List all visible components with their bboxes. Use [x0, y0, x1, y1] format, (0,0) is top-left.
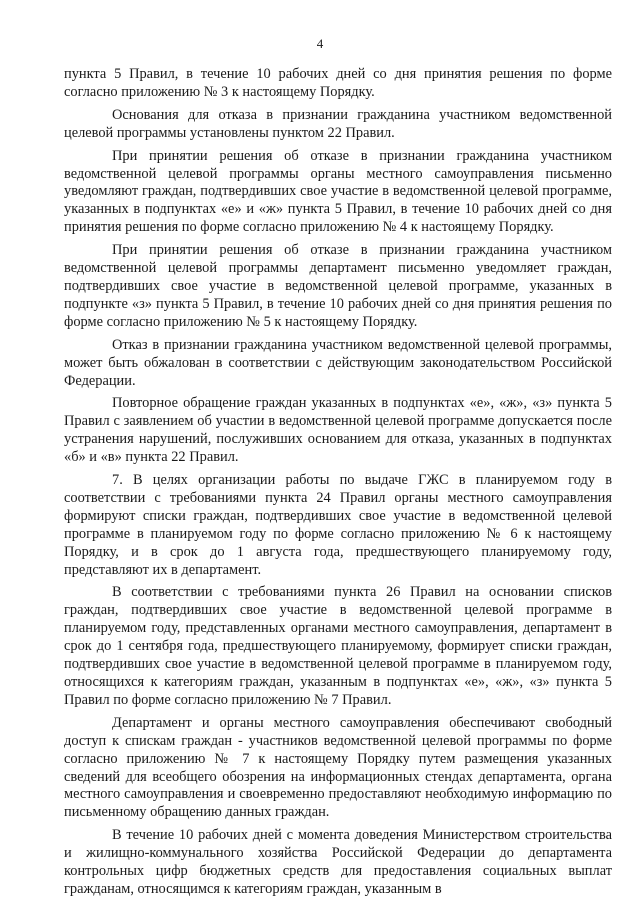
- paragraph-4: При принятии решения об отказе в признании гражданина участником ведомственной целевой программы департамент письменно уведомляет граждан, подтвердивших свое участие в ведомственной целевой программе, указанных в подпункте «з» пункта 5 Правил, в течение 10 рабочих дней со дня принятия решения по форме согласно приложению № 5 к настоящему Порядку.: [64, 242, 612, 330]
- paragraph-5: Отказ в признании гражданина участником ведомственной целевой программы, может быть обжалован в соответствии с действующим законодательством Российской Федерации.: [64, 336, 612, 389]
- page-number: 4: [316, 36, 324, 51]
- paragraph-3: При принятии решения об отказе в признании гражданина участником ведомственной целевой программы органы местного самоуправления письменно уведомляют граждан, подтвердивших свое участие в ведомственной целевой программе, указанных в подпунктах «е» и «ж» пункта 5 Правил, в течение 10 рабочих дней со дня принятия решения по форме согласно приложению № 4 к настоящему Порядку.: [64, 147, 612, 236]
- document-body: [64, 66, 612, 904]
- paragraph-10: В течение 10 рабочих дней с момента доведения Министерством строительства и жилищно-коммунального хозяйства Российской Федерации до департамента контрольных цифр бюджетных средств для предоставления социальных выплат гражданам, относящимся к категориям граждан, указанным в: [64, 827, 612, 897]
- paragraph-8: В соответствии с требованиями пункта 26 Правил на основании списков граждан, подтвердивших свое участие в ведомственной целевой программе в планируемом году, представленных органами местного самоуправления, департамент в срок до 1 сентября года, предшествующего планируемому, формирует списки граждан, подтвердивших свое участие в ведомственной целевой программе в планируемом году, относящихся к категориям граждан, указанным в подпунктах «е», «ж», «з» пункта 5 Правил по форме согласно приложению № 7 Правил.: [64, 584, 612, 708]
- paragraph-1: пункта 5 Правил, в течение 10 рабочих дней со дня принятия решения по форме согласно приложению № 3 к настоящему Порядку.: [64, 66, 612, 100]
- paragraph-6: Повторное обращение граждан указанных в подпунктах «е», «ж», «з» пункта 5 Правил с заявлением об участии в ведомственной целевой программе допускается после устранения нарушений, послуживших основанием для отказа, указанных в подпунктах «б» и «в» пункта 22 Правил.: [64, 395, 612, 466]
- paragraph-7: 7. В целях организации работы по выдаче ГЖС в планируемом году в соответствии с требованиями пункта 24 Правил органы местного самоуправления формируют списки граждан, подтвердивших свое участие в ведомственной целевой программе в планируемом году по форме согласно приложению № 6 к настоящему Порядку, и в срок до 1 августа года, предшествующего планируемому году, представляют их в департамент.: [64, 472, 612, 578]
- paragraph-2: Основания для отказа в признании гражданина участником ведомственной целевой программы установлены пунктом 22 Правил.: [64, 106, 612, 141]
- paragraph-9: Департамент и органы местного самоуправления обеспечивают свободный доступ к спискам граждан - участников ведомственной целевой программы по форме согласно приложению № 7 к настоящему Порядку путем размещения указанных сведений для всеобщего обозрения на информационных стендах департамента, органа местного самоуправления и своевременно предоставляют необходимую информацию по письменному обращению данных граждан.: [64, 714, 612, 821]
